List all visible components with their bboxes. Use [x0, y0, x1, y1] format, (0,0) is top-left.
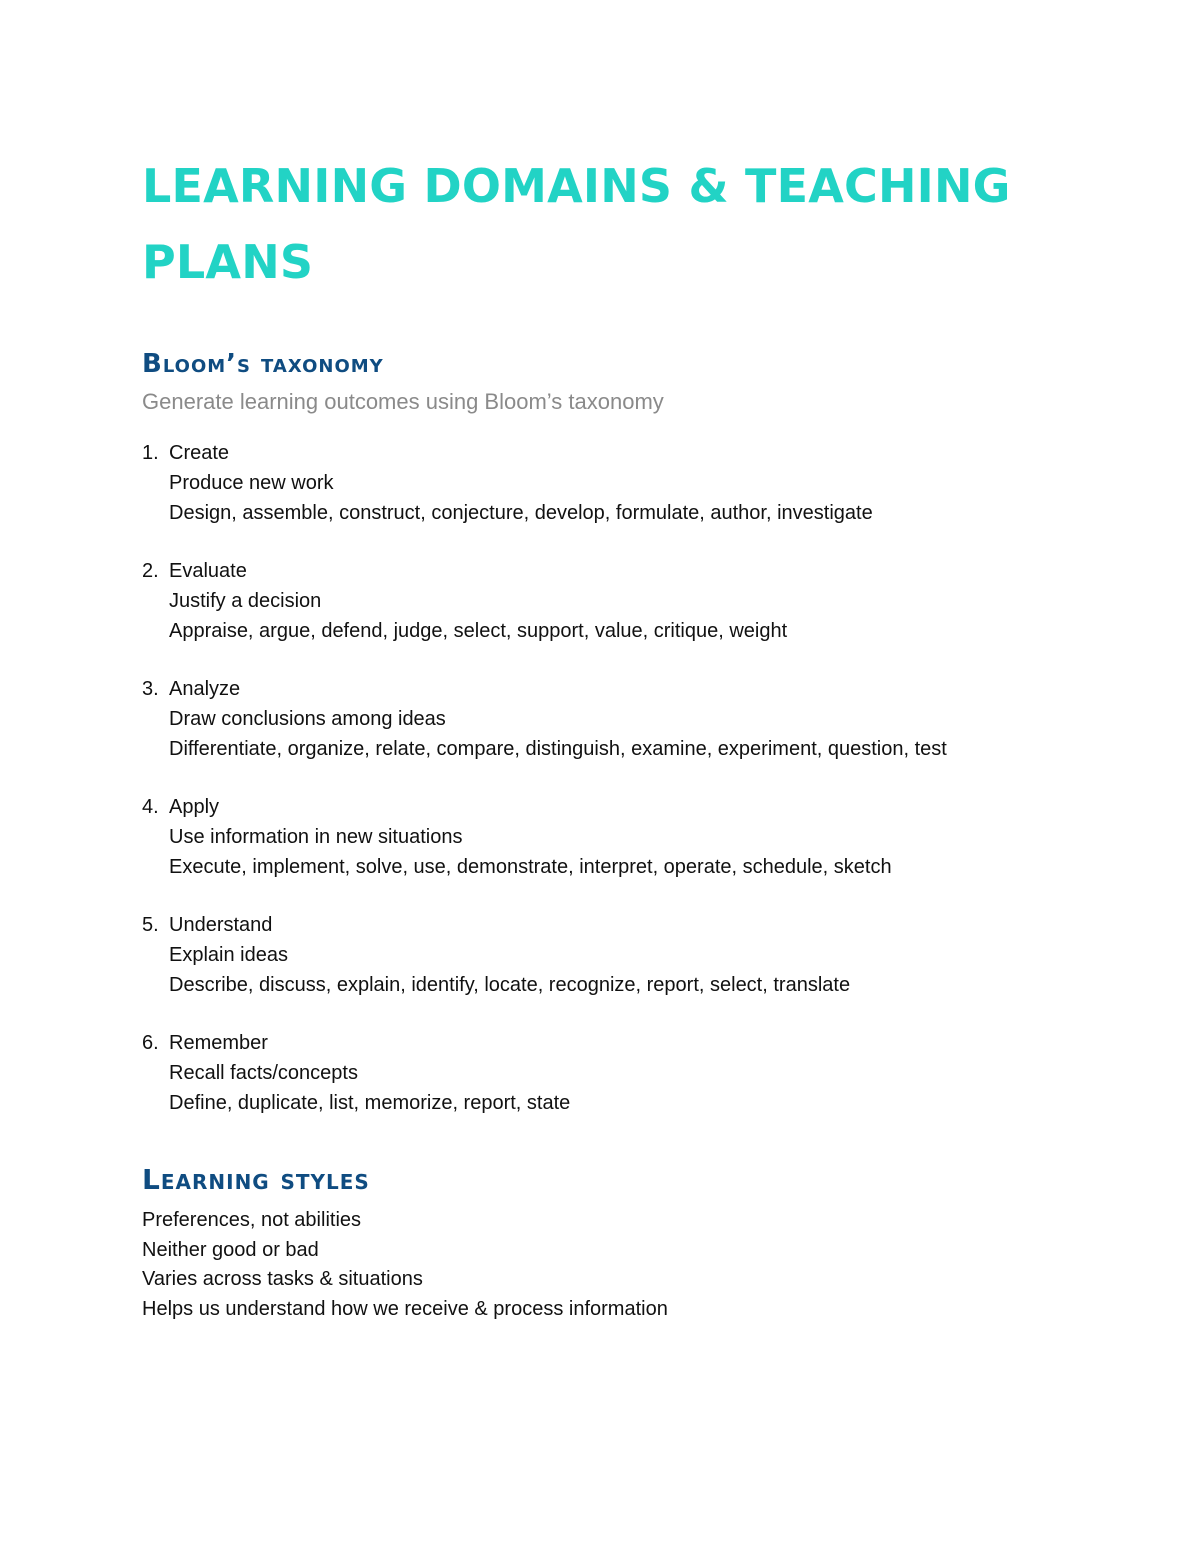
taxonomy-level-evaluate: [142, 556, 1062, 646]
list-number: 5.: [142, 914, 159, 936]
level-name: Evaluate: [169, 560, 247, 582]
list-number: 4.: [142, 796, 159, 818]
blooms-taxonomy-list: [142, 438, 1062, 1118]
learning-style-line: Helps us understand how we receive & process information: [142, 1297, 668, 1320]
taxonomy-level-analyze: [142, 674, 1062, 764]
taxonomy-level-create: [142, 438, 1062, 528]
blooms-taxonomy-subtitle: Generate learning outcomes using Bloom’s taxonomy: [142, 389, 664, 414]
level-description: Draw conclusions among ideas: [169, 708, 446, 730]
taxonomy-level-understand: [142, 910, 1062, 1000]
level-verbs: Differentiate, organize, relate, compare, distinguish, examine, experiment, question, test: [169, 738, 947, 760]
level-name: Analyze: [169, 678, 241, 700]
level-verbs: Define, duplicate, list, memorize, report, state: [169, 1092, 571, 1114]
level-verbs: Design, assemble, construct, conjecture, develop, formulate, author, investigate: [169, 502, 873, 524]
level-description: Justify a decision: [169, 590, 322, 612]
learning-style-line: Preferences, not abilities: [142, 1209, 362, 1231]
taxonomy-level-apply: [142, 792, 1062, 882]
learning-styles-list: [142, 1206, 1062, 1324]
list-number: 2.: [142, 560, 159, 582]
level-name: Remember: [169, 1032, 268, 1054]
level-name: Understand: [169, 914, 273, 936]
list-number: 3.: [142, 678, 159, 700]
taxonomy-level-remember: [142, 1028, 1062, 1118]
list-number: 6.: [142, 1032, 159, 1054]
level-verbs: Appraise, argue, defend, judge, select, support, value, critique, weight: [169, 620, 788, 642]
level-verbs: Execute, implement, solve, use, demonstrate, interpret, operate, schedule, sketch: [169, 856, 892, 878]
document-title: LEARNING DOMAINS & TEACHING PLANS: [142, 159, 1011, 289]
level-name: Apply: [169, 796, 220, 818]
document-page: [142, 148, 1062, 1324]
level-verbs: Describe, discuss, explain, identify, locate, recognize, report, select, translate: [169, 974, 851, 996]
learning-style-line: Varies across tasks & situations: [142, 1268, 423, 1290]
blooms-taxonomy-heading: Bloom’s taxonomy: [142, 349, 384, 379]
level-name: Create: [169, 442, 230, 464]
learning-style-line: Neither good or bad: [142, 1238, 319, 1261]
level-description: Recall facts/concepts: [169, 1062, 358, 1084]
level-description: Use information in new situations: [169, 826, 463, 848]
level-description: Produce new work: [169, 472, 334, 494]
list-number: 1.: [142, 442, 159, 464]
level-description: Explain ideas: [169, 944, 288, 966]
learning-styles-heading: Learning styles: [142, 1163, 370, 1196]
